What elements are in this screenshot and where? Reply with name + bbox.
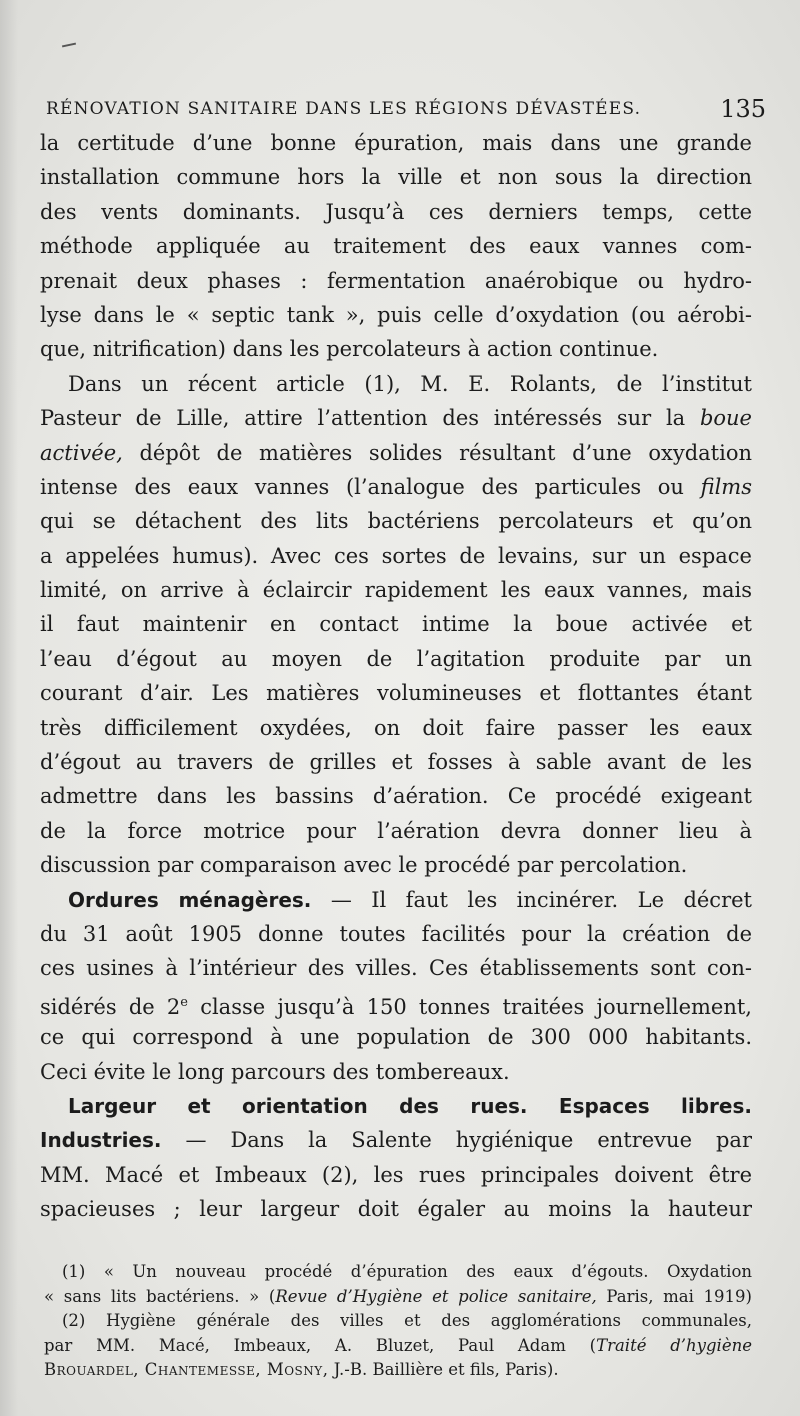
text-line: qui se détachent des lits bactériens percolateurs et qu’on xyxy=(40,509,752,534)
text-line: méthode appliquée au traitement des eaux vannes com- xyxy=(40,234,752,259)
small-caps-names: Brouardel, Chantemesse, Mosny, xyxy=(44,1360,329,1379)
text-line xyxy=(40,401,752,435)
text-line: limité, on arrive à éclaircir rapidement les eaux vannes, mais xyxy=(40,578,752,603)
text-line: spacieuses ; leur largeur doit égaler au moins la hauteur xyxy=(40,1197,752,1222)
text-run: « sans lits bactériens. » ( xyxy=(44,1286,276,1306)
text-line xyxy=(40,1123,752,1157)
text-line: des vents dominants. Jusqu’à ces derniers temps, cette xyxy=(40,199,752,224)
italic-term: films xyxy=(700,474,752,499)
text-line xyxy=(40,436,752,470)
text-run: — Il faut les incinérer. Le décret xyxy=(330,887,752,912)
text-line xyxy=(40,883,752,917)
italic-title: Revue d’Hygiène et police sanitaire, xyxy=(275,1286,597,1306)
superscript: e xyxy=(180,994,188,1010)
text-line: du 31 août 1905 donne toutes facilités pour la création de xyxy=(40,921,752,946)
section-heading: Industries. xyxy=(40,1128,162,1153)
text-run: par MM. Macé, Imbeaux, A. Bluzet, Paul Adam ( xyxy=(44,1335,597,1355)
running-head xyxy=(46,95,766,125)
text-line: MM. Macé et Imbeaux (2), les rues principales doivent être xyxy=(40,1162,752,1187)
text-line: admettre dans les bassins d’aération. Ce procédé exigeant xyxy=(40,784,752,809)
text-run: Paris, mai 1919) xyxy=(596,1286,752,1306)
text-line: Dans un récent article (1), M. E. Rolants, de l’institut xyxy=(68,371,752,396)
footnotes xyxy=(44,1260,752,1383)
section-heading: Ordures ménagères. xyxy=(68,887,312,912)
ink-mark xyxy=(62,43,76,48)
text-line xyxy=(40,986,752,1020)
text-run: — Dans la Salente hygiénique entrevue par xyxy=(185,1128,752,1153)
section-heading: Largeur et orientation des rues. Espaces libres. xyxy=(68,1093,752,1118)
body-text xyxy=(40,126,752,1227)
text-line: a appelées humus). Avec ces sortes de levains, sur un espace xyxy=(40,543,752,568)
text-run: intense des eaux vannes (l’analogue des particules ou xyxy=(40,474,684,499)
text-line: de la force motrice pour l’aération devra donner lieu à xyxy=(40,818,752,843)
italic-term: boue xyxy=(699,406,752,431)
footnote-line: (1) « Un nouveau procédé d’épuration des eaux d’égouts. Oxydation xyxy=(62,1262,752,1281)
text-line: la certitude d’une bonne épuration, mais dans une grande xyxy=(40,131,752,155)
page-number: 135 xyxy=(720,95,766,123)
text-line xyxy=(40,1089,752,1123)
text-line: il faut maintenir en contact intime la boue activée et xyxy=(40,612,752,637)
text-line: installation commune hors la ville et non sous la direction xyxy=(40,165,752,190)
text-run: sidérés de 2 xyxy=(40,994,181,1019)
text-run: classe jusqu’à 150 tonnes traitées journellement, xyxy=(187,994,752,1019)
text-line: lyse dans le « septic tank », puis celle d’oxydation (ou aérobi- xyxy=(40,302,752,327)
text-line: l’eau d’égout au moyen de l’agitation produite par un xyxy=(40,646,752,671)
italic-term: activée, xyxy=(40,440,123,465)
text-line: prenait deux phases : fermentation anaérobique ou hydro- xyxy=(40,268,752,293)
text-line: que, nitrification) dans les percolateurs à action continue. xyxy=(40,337,659,362)
text-run: J.-B. Baillière et fils, Paris). xyxy=(328,1360,559,1379)
text-line: ces usines à l’intérieur des villes. Ces établissements sont con- xyxy=(40,956,752,981)
running-title: RÉNOVATION SANITAIRE DANS LES RÉGIONS DÉVASTÉES. xyxy=(46,99,642,119)
text-run: Pasteur de Lille, attire l’attention des intéressés sur la xyxy=(40,406,686,431)
text-line xyxy=(40,470,752,504)
text-line: courant d’air. Les matières volumineuses et flottantes étant xyxy=(40,681,752,706)
page-edge-shadow xyxy=(0,0,18,1416)
footnote-line: (2) Hygiène générale des villes et des agglomérations communales, xyxy=(62,1311,752,1330)
text-line: discussion par comparaison avec le procédé par percolation. xyxy=(40,853,688,878)
footnote-line xyxy=(44,1334,752,1359)
footnote-line xyxy=(44,1285,752,1310)
text-line: d’égout au travers de grilles et fosses à sable avant de les xyxy=(40,750,752,775)
footnote-line xyxy=(44,1358,752,1383)
text-line: ce qui correspond à une population de 300 000 habitants. xyxy=(40,1025,752,1050)
italic-title: Traité d’hygiène xyxy=(596,1335,752,1355)
text-line: Ceci évite le long parcours des tombereaux. xyxy=(40,1059,510,1084)
text-line: très difficilement oxydées, on doit faire passer les eaux xyxy=(40,715,752,740)
text-run: dépôt de matières solides résultant d’une oxydation xyxy=(139,440,752,465)
